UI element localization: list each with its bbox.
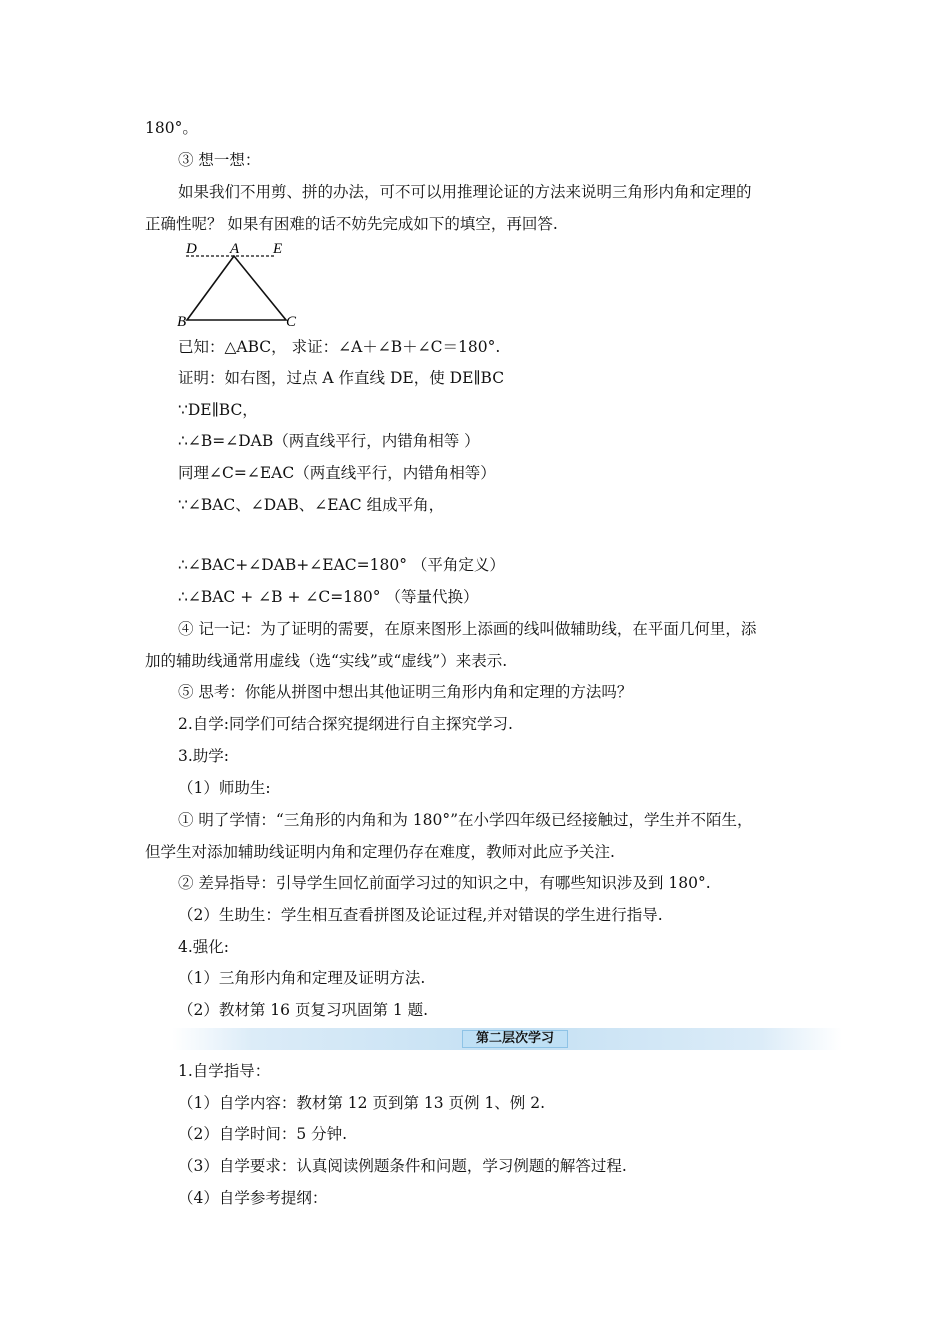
line-26: 1.自学指导： [178, 1062, 271, 1080]
line-9: 同理∠C=∠EAC（两直线平行，内错角相等） [178, 464, 496, 482]
line-28: （2）自学时间：5 分钟. [178, 1125, 348, 1143]
triangle-abc [187, 256, 286, 320]
line-18: （1）师助生: [178, 779, 271, 797]
line-11: ∴∠BAC+∠DAB+∠EAC=180° （平角定义） [178, 556, 505, 574]
line-22: （2）生助生：学生相互查看拼图及论证过程,并对错误的学生进行指导. [178, 906, 663, 924]
line-6: 证明：如右图，过点 A 作直线 DE，使 DE∥BC [178, 369, 505, 387]
line-5: 已知：△ABC， 求证：∠A＋∠B＋∠C＝180°. [178, 338, 501, 356]
line-21: ② 差异指导：引导学生回忆前面学习过的知识之中，有哪些知识涉及到 180°. [178, 874, 711, 892]
line-10: ∵∠BAC、∠DAB、∠EAC 组成平角， [178, 496, 445, 514]
line-29: （3）自学要求：认真阅读例题条件和问题，学习例题的解答过程. [178, 1157, 627, 1175]
line-27: （1）自学内容：教材第 12 页到第 13 页例 1、例 2. [178, 1094, 546, 1112]
line-24: （1）三角形内角和定理及证明方法. [178, 969, 426, 987]
line-14: 加的辅助线通常用虚线（选“实线”或“虚线”）来表示. [145, 652, 508, 670]
line-16: 2.自学:同学们可结合探究提纲进行自主探究学习. [178, 715, 513, 733]
line-13: ④ 记一记：为了证明的需要，在原来图形上添画的线叫做辅助线，在平面几何里，添 [178, 620, 757, 638]
section-banner-label: 第二层次学习 [462, 1030, 568, 1048]
line-20: 但学生对添加辅助线证明内角和定理仍存在难度，教师对此应予关注. [145, 843, 615, 861]
line-7: ∵DE∥BC， [178, 401, 258, 419]
line-8: ∴∠B=∠DAB（两直线平行，内错角相等 ） [178, 432, 480, 450]
line-1: 180°。 [145, 119, 198, 137]
label-b: B [177, 314, 187, 330]
line-25: （2）教材第 16 页复习巩固第 1 题. [178, 1001, 429, 1019]
line-4: 正确性呢？ 如果有困难的话不妨先完成如下的填空，再回答. [145, 215, 558, 233]
line-23: 4.强化: [178, 938, 230, 956]
label-a: A [230, 241, 240, 257]
line-17: 3.助学: [178, 747, 230, 765]
label-e: E [273, 241, 283, 257]
line-3: 如果我们不用剪、拼的办法，可不可以用推理论证的方法来说明三角形内角和定理的 [178, 183, 752, 201]
line-15: ⑤ 思考：你能从拼图中想出其他证明三角形内角和定理的方法吗？ [178, 683, 633, 701]
line-2: ③ 想一想： [178, 151, 261, 169]
triangle-diagram [172, 236, 302, 332]
label-d: D [186, 241, 197, 257]
section-banner [172, 1028, 842, 1050]
line-30: （4）自学参考提纲： [178, 1189, 328, 1207]
label-c: C [286, 314, 297, 330]
line-12: ∴∠BAC + ∠B + ∠C=180° （等量代换） [178, 588, 479, 606]
line-19: ① 明了学情：“三角形的内角和为 180°”在小学四年级已经接触过，学生并不陌生， [178, 811, 753, 829]
